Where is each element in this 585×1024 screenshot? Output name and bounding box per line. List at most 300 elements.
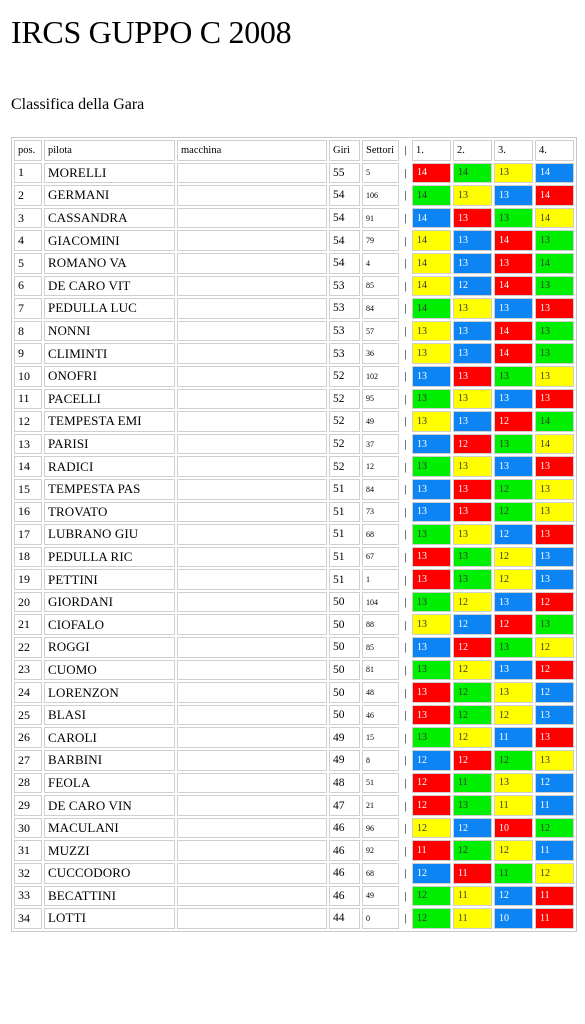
cell-pilota: LOTTI	[44, 908, 175, 929]
cell-lane-2: 13	[453, 366, 492, 387]
cell-macchina	[177, 886, 327, 907]
cell-lane-2: 12	[453, 276, 492, 297]
cell-lane-4: 14	[535, 434, 574, 455]
cell-macchina	[177, 208, 327, 229]
results-table	[11, 137, 577, 932]
header-settori: Settori	[362, 140, 399, 161]
cell-pos: 25	[14, 705, 42, 726]
page-title: IRCS GUPPO C 2008	[11, 14, 292, 50]
cell-giri: 50	[329, 637, 360, 658]
cell-settori: 1	[362, 569, 399, 590]
cell-lane-3: 12	[494, 411, 533, 432]
table-row	[14, 479, 574, 500]
cell-macchina	[177, 502, 327, 523]
cell-separator: |	[404, 438, 407, 451]
cell-separator: |	[404, 573, 407, 586]
cell-settori: 95	[362, 389, 399, 410]
cell-lane-1: 13	[412, 524, 451, 545]
cell-pilota: PARISI	[44, 434, 175, 455]
cell-lane-1: 14	[412, 276, 451, 297]
cell-giri: 54	[329, 230, 360, 251]
cell-giri: 55	[329, 163, 360, 184]
cell-giri: 52	[329, 389, 360, 410]
cell-pos: 4	[14, 230, 42, 251]
cell-pilota: MORELLI	[44, 163, 175, 184]
header-pos: pos.	[14, 140, 42, 161]
cell-macchina	[177, 750, 327, 771]
cell-pos: 17	[14, 524, 42, 545]
table-row	[14, 321, 574, 342]
cell-lane-4: 14	[535, 185, 574, 206]
cell-settori: 81	[362, 660, 399, 681]
cell-giri: 46	[329, 818, 360, 839]
cell-settori: 85	[362, 276, 399, 297]
table-row	[14, 592, 574, 613]
cell-settori: 79	[362, 230, 399, 251]
cell-lane-4: 12	[535, 592, 574, 613]
cell-lane-3: 11	[494, 863, 533, 884]
cell-lane-1: 13	[412, 502, 451, 523]
cell-pos: 23	[14, 660, 42, 681]
cell-macchina	[177, 298, 327, 319]
cell-lane-2: 13	[453, 411, 492, 432]
cell-pos: 15	[14, 479, 42, 500]
cell-lane-4: 14	[535, 163, 574, 184]
cell-pos: 22	[14, 637, 42, 658]
cell-pilota: GIACOMINI	[44, 230, 175, 251]
cell-lane-1: 13	[412, 660, 451, 681]
cell-pos: 5	[14, 253, 42, 274]
cell-pos: 3	[14, 208, 42, 229]
cell-settori: 0	[362, 908, 399, 929]
cell-lane-4: 11	[535, 795, 574, 816]
cell-settori: 37	[362, 434, 399, 455]
cell-lane-3: 13	[494, 434, 533, 455]
table-row	[14, 185, 574, 206]
cell-lane-1: 13	[412, 547, 451, 568]
cell-separator: |	[404, 325, 407, 338]
cell-macchina	[177, 185, 327, 206]
cell-giri: 52	[329, 434, 360, 455]
cell-pilota: CAROLI	[44, 727, 175, 748]
cell-lane-2: 11	[453, 773, 492, 794]
cell-pilota: TROVATO	[44, 502, 175, 523]
cell-separator: |	[404, 754, 407, 767]
cell-lane-4: 12	[535, 863, 574, 884]
cell-separator: |	[404, 844, 407, 857]
cell-pos: 24	[14, 682, 42, 703]
cell-giri: 50	[329, 592, 360, 613]
cell-lane-3: 11	[494, 795, 533, 816]
cell-settori: 92	[362, 840, 399, 861]
cell-giri: 46	[329, 863, 360, 884]
table-row	[14, 502, 574, 523]
table-row	[14, 682, 574, 703]
cell-lane-1: 12	[412, 818, 451, 839]
header-macchina: macchina	[177, 140, 327, 161]
cell-separator: |	[404, 234, 407, 247]
cell-lane-1: 13	[412, 682, 451, 703]
cell-separator: |	[404, 528, 407, 541]
cell-lane-1: 13	[412, 637, 451, 658]
cell-lane-4: 12	[535, 637, 574, 658]
table-row	[14, 411, 574, 432]
cell-macchina	[177, 727, 327, 748]
table-row	[14, 343, 574, 364]
cell-giri: 50	[329, 614, 360, 635]
cell-pilota: TEMPESTA PAS	[44, 479, 175, 500]
cell-macchina	[177, 253, 327, 274]
cell-lane-4: 13	[535, 389, 574, 410]
cell-separator: |	[404, 663, 407, 676]
cell-pos: 2	[14, 185, 42, 206]
cell-lane-3: 13	[494, 682, 533, 703]
cell-macchina	[177, 908, 327, 929]
cell-pos: 8	[14, 321, 42, 342]
cell-pilota: PEDULLA RIC	[44, 547, 175, 568]
cell-separator: |	[404, 392, 407, 405]
cell-lane-2: 12	[453, 614, 492, 635]
cell-separator: |	[404, 618, 407, 631]
cell-settori: 36	[362, 343, 399, 364]
cell-lane-3: 12	[494, 479, 533, 500]
cell-lane-2: 12	[453, 660, 492, 681]
cell-pos: 26	[14, 727, 42, 748]
cell-macchina	[177, 682, 327, 703]
table-row	[14, 727, 574, 748]
cell-pilota: CUCCODORO	[44, 863, 175, 884]
cell-lane-3: 13	[494, 366, 533, 387]
cell-pos: 20	[14, 592, 42, 613]
cell-pilota: CIOFALO	[44, 614, 175, 635]
cell-lane-2: 13	[453, 230, 492, 251]
table-row	[14, 773, 574, 794]
cell-separator: |	[404, 302, 407, 315]
cell-pilota: ONOFRI	[44, 366, 175, 387]
cell-lane-2: 12	[453, 840, 492, 861]
cell-pilota: MUZZI	[44, 840, 175, 861]
cell-giri: 51	[329, 524, 360, 545]
cell-macchina	[177, 389, 327, 410]
cell-lane-4: 13	[535, 727, 574, 748]
cell-pilota: BLASI	[44, 705, 175, 726]
cell-giri: 46	[329, 840, 360, 861]
cell-separator: |	[404, 460, 407, 473]
cell-pos: 12	[14, 411, 42, 432]
cell-macchina	[177, 637, 327, 658]
cell-settori: 104	[362, 592, 399, 613]
cell-lane-1: 13	[412, 727, 451, 748]
cell-lane-2: 11	[453, 863, 492, 884]
cell-lane-3: 13	[494, 208, 533, 229]
cell-macchina	[177, 366, 327, 387]
cell-macchina	[177, 321, 327, 342]
cell-separator: |	[404, 483, 407, 496]
table-row	[14, 750, 574, 771]
cell-lane-4: 13	[535, 321, 574, 342]
header-lane-4: 4.	[535, 140, 574, 161]
cell-lane-1: 13	[412, 456, 451, 477]
cell-lane-3: 12	[494, 705, 533, 726]
cell-separator: |	[404, 731, 407, 744]
cell-pos: 6	[14, 276, 42, 297]
cell-lane-1: 13	[412, 705, 451, 726]
cell-macchina	[177, 547, 327, 568]
cell-settori: 96	[362, 818, 399, 839]
cell-lane-4: 13	[535, 343, 574, 364]
cell-settori: 73	[362, 502, 399, 523]
cell-settori: 15	[362, 727, 399, 748]
cell-lane-2: 13	[453, 524, 492, 545]
table-row	[14, 863, 574, 884]
cell-lane-4: 11	[535, 908, 574, 929]
table-row	[14, 569, 574, 590]
cell-macchina	[177, 840, 327, 861]
cell-lane-2: 13	[453, 253, 492, 274]
cell-lane-1: 14	[412, 298, 451, 319]
cell-settori: 49	[362, 411, 399, 432]
cell-lane-3: 12	[494, 886, 533, 907]
cell-lane-4: 13	[535, 230, 574, 251]
cell-lane-3: 12	[494, 614, 533, 635]
table-row	[14, 818, 574, 839]
cell-lane-1: 14	[412, 230, 451, 251]
cell-lane-1: 13	[412, 366, 451, 387]
table-row	[14, 366, 574, 387]
cell-lane-4: 13	[535, 456, 574, 477]
cell-lane-3: 13	[494, 773, 533, 794]
cell-lane-1: 13	[412, 592, 451, 613]
cell-lane-2: 11	[453, 886, 492, 907]
cell-lane-4: 13	[535, 705, 574, 726]
cell-lane-2: 11	[453, 908, 492, 929]
cell-giri: 44	[329, 908, 360, 929]
cell-pilota: FEOLA	[44, 773, 175, 794]
table-row	[14, 886, 574, 907]
cell-pilota: GIORDANI	[44, 592, 175, 613]
cell-pilota: DE CARO VIN	[44, 795, 175, 816]
cell-lane-2: 12	[453, 727, 492, 748]
cell-lane-1: 12	[412, 773, 451, 794]
cell-separator: |	[404, 550, 407, 563]
cell-separator: |	[404, 867, 407, 880]
cell-lane-4: 13	[535, 366, 574, 387]
cell-giri: 51	[329, 547, 360, 568]
table-row	[14, 276, 574, 297]
cell-giri: 52	[329, 366, 360, 387]
cell-macchina	[177, 569, 327, 590]
cell-pos: 14	[14, 456, 42, 477]
cell-pilota: LUBRANO GIU	[44, 524, 175, 545]
cell-pilota: NONNI	[44, 321, 175, 342]
cell-giri: 50	[329, 660, 360, 681]
cell-lane-1: 13	[412, 569, 451, 590]
cell-pilota: BARBINI	[44, 750, 175, 771]
cell-separator: |	[404, 709, 407, 722]
cell-lane-2: 13	[453, 569, 492, 590]
table-row	[14, 705, 574, 726]
table-row	[14, 163, 574, 184]
cell-lane-3: 10	[494, 908, 533, 929]
cell-lane-2: 13	[453, 795, 492, 816]
cell-macchina	[177, 592, 327, 613]
cell-lane-1: 11	[412, 840, 451, 861]
cell-lane-4: 12	[535, 773, 574, 794]
cell-settori: 12	[362, 456, 399, 477]
cell-lane-3: 10	[494, 818, 533, 839]
page-subtitle: Classifica della Gara	[11, 96, 145, 113]
cell-lane-3: 13	[494, 185, 533, 206]
cell-lane-1: 13	[412, 389, 451, 410]
cell-lane-4: 13	[535, 502, 574, 523]
table-row	[14, 524, 574, 545]
header-row	[14, 140, 574, 161]
cell-giri: 53	[329, 298, 360, 319]
cell-pilota: ROGGI	[44, 637, 175, 658]
cell-pos: 1	[14, 163, 42, 184]
cell-giri: 49	[329, 727, 360, 748]
cell-giri: 47	[329, 795, 360, 816]
cell-separator: |	[404, 596, 407, 609]
cell-settori: 49	[362, 886, 399, 907]
cell-separator: |	[404, 641, 407, 654]
cell-lane-2: 13	[453, 479, 492, 500]
cell-giri: 53	[329, 321, 360, 342]
cell-separator: |	[404, 189, 407, 202]
cell-lane-4: 11	[535, 840, 574, 861]
cell-pos: 19	[14, 569, 42, 590]
cell-separator: |	[404, 889, 407, 902]
table-row	[14, 660, 574, 681]
cell-lane-3: 13	[494, 253, 533, 274]
cell-lane-3: 13	[494, 456, 533, 477]
cell-macchina	[177, 276, 327, 297]
cell-macchina	[177, 163, 327, 184]
cell-lane-3: 14	[494, 343, 533, 364]
cell-pilota: PACELLI	[44, 389, 175, 410]
cell-pos: 7	[14, 298, 42, 319]
cell-lane-3: 13	[494, 389, 533, 410]
cell-lane-4: 13	[535, 298, 574, 319]
cell-separator: |	[404, 912, 407, 925]
cell-giri: 50	[329, 682, 360, 703]
cell-lane-1: 13	[412, 321, 451, 342]
cell-macchina	[177, 230, 327, 251]
cell-pilota: GERMANI	[44, 185, 175, 206]
cell-giri: 52	[329, 456, 360, 477]
cell-settori: 5	[362, 163, 399, 184]
header-pilota: pilota	[44, 140, 175, 161]
cell-pilota: BECATTINI	[44, 886, 175, 907]
header-lane-3: 3.	[494, 140, 533, 161]
cell-settori: 88	[362, 614, 399, 635]
cell-pos: 30	[14, 818, 42, 839]
cell-settori: 8	[362, 750, 399, 771]
cell-lane-3: 14	[494, 276, 533, 297]
cell-lane-2: 12	[453, 434, 492, 455]
cell-pos: 21	[14, 614, 42, 635]
table-row	[14, 614, 574, 635]
cell-giri: 53	[329, 276, 360, 297]
cell-giri: 50	[329, 705, 360, 726]
cell-macchina	[177, 343, 327, 364]
header-lane-1: 1.	[412, 140, 451, 161]
table-row	[14, 637, 574, 658]
header-giri: Giri	[329, 140, 360, 161]
cell-macchina	[177, 863, 327, 884]
table-row	[14, 208, 574, 229]
cell-giri: 52	[329, 411, 360, 432]
cell-giri: 49	[329, 750, 360, 771]
cell-lane-4: 12	[535, 682, 574, 703]
cell-lane-3: 12	[494, 547, 533, 568]
cell-giri: 54	[329, 185, 360, 206]
cell-giri: 51	[329, 502, 360, 523]
cell-macchina	[177, 479, 327, 500]
cell-macchina	[177, 660, 327, 681]
table-row	[14, 795, 574, 816]
cell-lane-2: 14	[453, 163, 492, 184]
cell-lane-4: 13	[535, 750, 574, 771]
cell-separator: |	[404, 686, 407, 699]
cell-lane-1: 12	[412, 908, 451, 929]
cell-pilota: PETTINI	[44, 569, 175, 590]
cell-settori: 85	[362, 637, 399, 658]
cell-lane-2: 13	[453, 343, 492, 364]
cell-lane-4: 13	[535, 524, 574, 545]
cell-separator: |	[404, 822, 407, 835]
cell-lane-1: 14	[412, 253, 451, 274]
cell-lane-1: 13	[412, 479, 451, 500]
cell-separator: |	[404, 347, 407, 360]
header-lane-2: 2.	[453, 140, 492, 161]
cell-lane-2: 13	[453, 389, 492, 410]
cell-settori: 84	[362, 298, 399, 319]
cell-lane-2: 13	[453, 185, 492, 206]
cell-settori: 4	[362, 253, 399, 274]
cell-lane-1: 13	[412, 343, 451, 364]
cell-pos: 16	[14, 502, 42, 523]
cell-lane-2: 12	[453, 592, 492, 613]
cell-pos: 10	[14, 366, 42, 387]
cell-pilota: RADICI	[44, 456, 175, 477]
cell-pos: 13	[14, 434, 42, 455]
cell-macchina	[177, 614, 327, 635]
cell-settori: 91	[362, 208, 399, 229]
cell-lane-4: 13	[535, 547, 574, 568]
cell-lane-2: 13	[453, 321, 492, 342]
cell-lane-2: 13	[453, 502, 492, 523]
cell-lane-1: 13	[412, 411, 451, 432]
results-body	[14, 163, 574, 929]
cell-pos: 18	[14, 547, 42, 568]
cell-lane-3: 13	[494, 298, 533, 319]
cell-pos: 29	[14, 795, 42, 816]
cell-giri: 54	[329, 208, 360, 229]
cell-pilota: CUOMO	[44, 660, 175, 681]
cell-giri: 51	[329, 479, 360, 500]
cell-pilota: CLIMINTI	[44, 343, 175, 364]
cell-settori: 84	[362, 479, 399, 500]
cell-lane-3: 13	[494, 637, 533, 658]
cell-settori: 68	[362, 863, 399, 884]
cell-macchina	[177, 434, 327, 455]
cell-pilota: LORENZON	[44, 682, 175, 703]
cell-lane-4: 13	[535, 569, 574, 590]
cell-lane-2: 13	[453, 208, 492, 229]
cell-pos: 34	[14, 908, 42, 929]
cell-lane-1: 12	[412, 750, 451, 771]
